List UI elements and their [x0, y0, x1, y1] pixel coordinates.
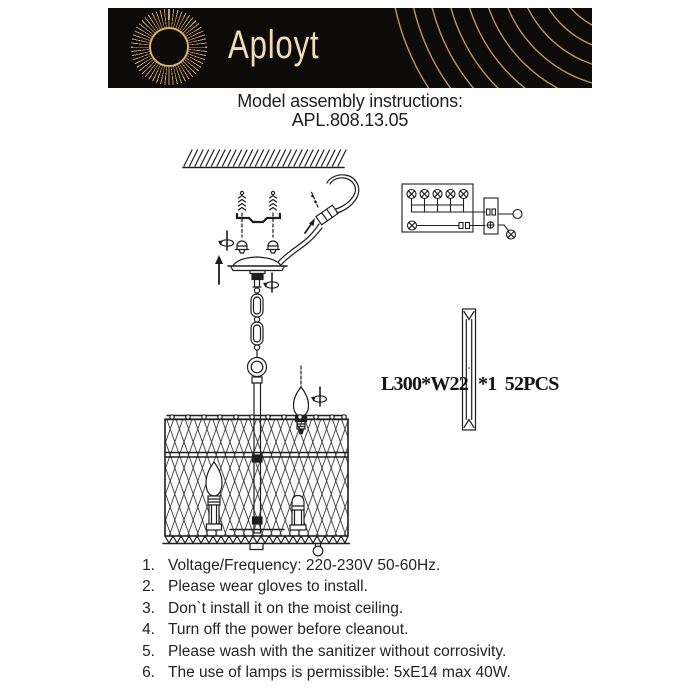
instruction-item: [132, 598, 602, 619]
model-number: APL.808.13.05: [291, 110, 409, 130]
instruction-number: 6.: [142, 664, 155, 682]
instruction-item: [132, 619, 602, 640]
instruction-number: 5.: [142, 642, 155, 660]
instruction-text: The use of lamps is permissible: 5xE14 max 40W.: [168, 664, 511, 682]
instruction-text: Please wear gloves to install.: [168, 578, 368, 596]
ceiling-hatch: [183, 150, 346, 168]
instruction-number: 2.: [142, 578, 155, 596]
instruction-item: [132, 641, 602, 662]
instruction-text: Voltage/Frequency: 220-230V 50-60Hz.: [168, 557, 441, 574]
crystal-qty-label: *1 52PCS: [478, 373, 559, 395]
instruction-text: Turn off the power before cleanout.: [168, 621, 409, 639]
instruction-item: [132, 555, 602, 576]
wiring-diagram: [402, 184, 522, 239]
lamp-symbols: [407, 190, 468, 199]
brand-name: Aployt: [228, 23, 320, 67]
supply-wires: [278, 175, 359, 265]
rotation-arrow-icon: [218, 231, 234, 250]
rotation-arrow-icon: [311, 387, 327, 406]
crystal-size-label: L300*W22: [381, 373, 468, 395]
drum-shade: [163, 415, 350, 556]
page-title: Model assembly instructions:: [237, 91, 463, 111]
instruction-item: [132, 662, 602, 683]
instruction-text: Don`t install it on the moist ceiling.: [168, 599, 404, 617]
instruction-item: [132, 576, 602, 597]
instruction-number: 1.: [142, 557, 155, 574]
inner-bulb-right: [290, 496, 306, 531]
crystal-strip: [463, 309, 476, 430]
up-arrow-icon: [215, 255, 223, 284]
instruction-number: 3.: [142, 599, 155, 617]
instruction-number: 4.: [142, 621, 155, 639]
instruction-text: Please wash with the sanitizer without corrosivity.: [168, 642, 507, 660]
instructions-list: [132, 555, 602, 683]
rotation-arrow-icon: [263, 273, 279, 292]
